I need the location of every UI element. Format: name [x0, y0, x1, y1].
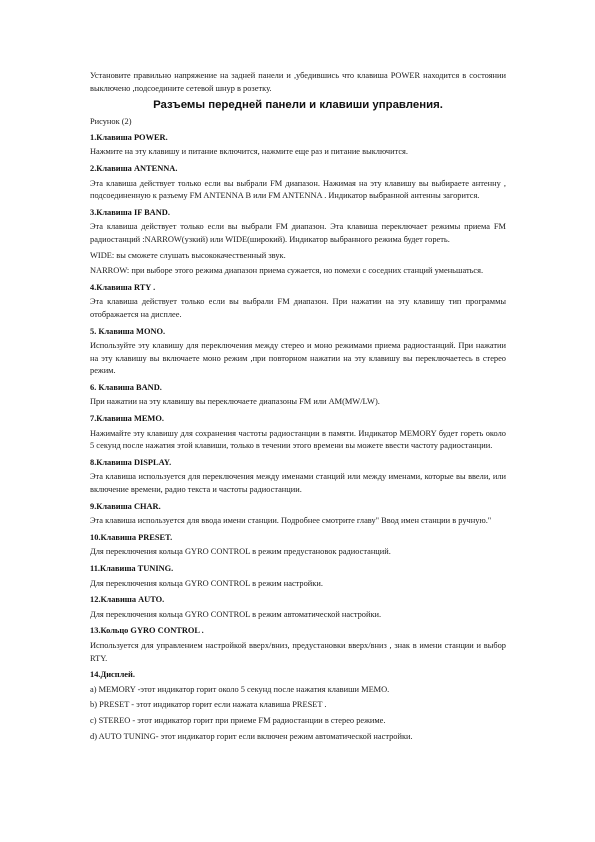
section-paragraph: Для переключения кольца GYRO CONTROL в режим настройки.	[90, 578, 323, 588]
section-paragraph: Эта клавиша используется для ввода имени станции. Подробнее смотрите главу" Ввод имен станции в ручную."	[90, 516, 492, 526]
section-heading: 3.Клавиша IF BAND.	[90, 207, 170, 217]
section-paragraph: NARROW: при выборе этого режима диапазон приема сужается, но помехи с соседних станций уменьшаться.	[90, 266, 484, 276]
section	[90, 326, 506, 378]
section-heading: 10.Клавиша PRESET.	[90, 532, 173, 542]
section	[90, 132, 506, 159]
section-heading: 4.Клавиша RTY .	[90, 282, 156, 292]
section-paragraph: Нажимайте эту клавишу для сохранения частоты радиостанции в памяти. Индикатор MEMORY будет гореть около 5 секунд после нажатия этой клавиши, только в течении этого времени вы можете ввести частоту радиостанции.	[90, 428, 506, 451]
section-heading: 1.Клавиша POWER.	[90, 132, 168, 142]
intro-paragraph: Установите правильно напряжение на задней панели и ,убедившись что клавиша POWER находится в состоянии выключено ,подсоедините сетевой шнур в розетку.	[90, 71, 506, 93]
section-paragraph: Используется для управлением настройкой вверх/вниз, предустановки вверх/вниз , знак в имени станции и выбор RTY.	[90, 640, 506, 663]
section-paragraph: Эта клавиша действует только если вы выбрали FM диапазон. Нажимая на эту клавишу вы выбираете антенну , подсоединенную к разъему FM ANTENNA B или FM ANTENNA . Индикатор выбранной антенны загорится.	[90, 178, 506, 201]
section	[90, 282, 506, 322]
section	[90, 163, 506, 203]
section-heading: 7.Клавиша MEMO.	[90, 414, 164, 424]
section	[90, 413, 506, 453]
section-heading: 8.Клавиша DISPLAY.	[90, 457, 172, 467]
section-paragraph: c) STEREO - этот индикатор горит при приеме FM радиостанции в стерео режиме.	[90, 715, 386, 725]
section-paragraph: Нажмите на эту клавишу и питание включится, нажмите еще раз и питание выключится.	[90, 147, 409, 157]
section-paragraph: Для переключения кольца GYRO CONTROL в режим автоматической настройки.	[90, 609, 382, 619]
section	[90, 563, 506, 590]
section	[90, 457, 506, 497]
document-page	[90, 70, 506, 747]
section-paragraph: Для переключения кольца GYRO CONTROL в режим предустановок радиостанций.	[90, 547, 391, 557]
section-paragraph: Используйте эту клавишу для переключения между стерео и моно режимами приема радиостанций. При нажатии на эту клавишу вы включаете моно режим ,при повторном нажатии на эту клавишу вы переключаетесь в стерео режим.	[90, 341, 506, 376]
section	[90, 669, 506, 743]
section-heading: 12.Клавиша AUTO.	[90, 595, 165, 605]
section	[90, 382, 506, 409]
page-title: Разъемы передней панели и клавиши управления.	[153, 99, 443, 112]
section-heading: 14.Дисплей.	[90, 670, 135, 680]
section	[90, 594, 506, 621]
section-paragraph: Эта клавиша действует только если вы выбрали FM диапазон. При нажатии на эту клавишу тип программы отображается на дисплее.	[90, 297, 506, 319]
section-paragraph: Эта клавиша используется для переключения между именами станций или между именами, которые вы ввели, или включение времени, радио текста и частоты радиостанции.	[90, 472, 506, 495]
section-heading: 11.Клавиша TUNING.	[90, 564, 174, 573]
section	[90, 207, 506, 278]
section-paragraph: a) MEMORY -этот индикатор горит около 5 секунд после нажатия клавиши MEMO.	[90, 684, 390, 694]
figure-reference: Рисунок (2)	[90, 117, 132, 127]
section-paragraph: WIDE: вы сможете слушать высококачественный звук.	[90, 250, 286, 260]
sections-container	[90, 132, 506, 743]
section	[90, 625, 506, 665]
section-heading: 2.Клавиша ANTENNA.	[90, 163, 178, 173]
section-paragraph: d) AUTO TUNING- этот индикатор горит если включен режим автоматической настройки.	[90, 731, 413, 741]
section-heading: 13.Кольцо GYRO CONTROL .	[90, 626, 204, 636]
section-paragraph: При нажатии на эту клавишу вы переключаете диапазоны FM или AM(MW/LW).	[90, 397, 380, 407]
section-heading: 6. Клавиша BAND.	[90, 382, 162, 392]
section-paragraph: b) PRESET - этот индикатор горит если нажата клавиша PRESET .	[90, 700, 327, 710]
section	[90, 532, 506, 559]
section	[90, 501, 506, 528]
section-paragraph: Эта клавиша действует только если вы выбрали FM диапазон. Эта клавиша переключает режимы приема FM радиостанций :NARROW(узкий) или WIDE(широкий). Индикатор выбранного режима будет гореть.	[90, 222, 506, 244]
section-heading: 9.Клавиша CHAR.	[90, 501, 161, 511]
section-heading: 5. Клавиша MONO.	[90, 326, 166, 336]
